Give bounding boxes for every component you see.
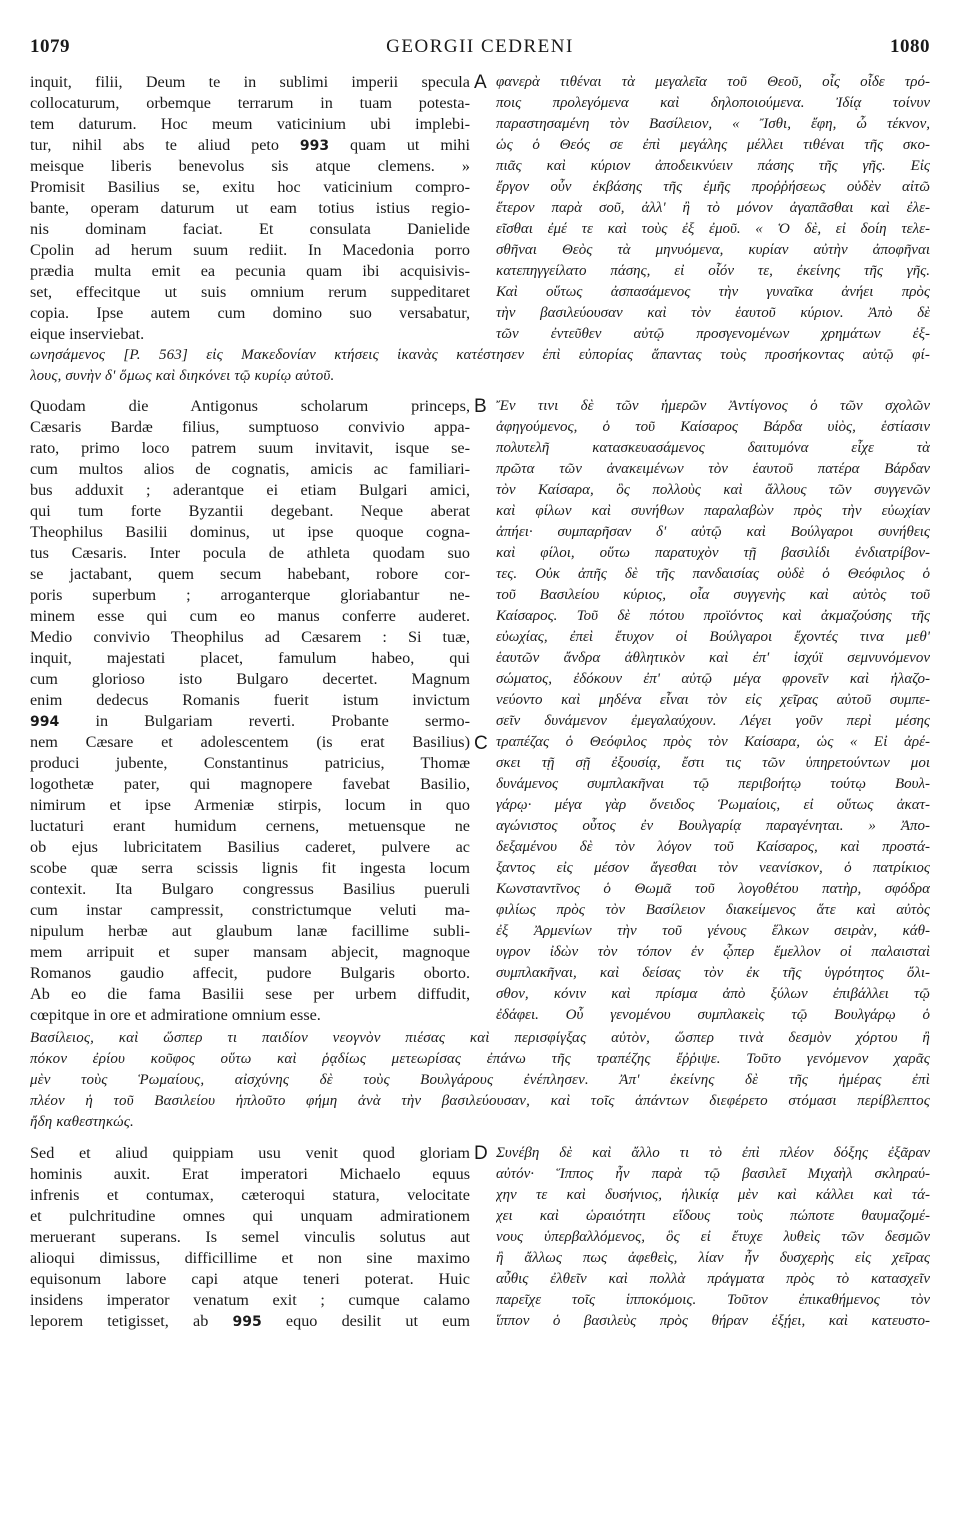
- text-line: σεῖν δυνάμενον ἐμεγαλαύχουν. Λέγει γοῦν περὶ μέσης: [496, 713, 930, 729]
- text-line: πλέον ἡ τοῦ Βασιλείου ἡπλοῦτο φήμη ἀνὰ τὴν βασιλεύουσαν, καὶ τοῖς ἁπάντων διεφέρετο στόμασι περίβλεπτος: [30, 1093, 930, 1109]
- text-line: cum multos alios de cognatis, amicis ac familiari-: [30, 460, 470, 478]
- text-line: πρῶτα τῶν ἀνακειμένων τὸν ἑαυτοῦ πατέρα Βάρδαν: [496, 461, 930, 477]
- text-line: equisonum labore capi atque teneri poterat. Huic: [30, 1270, 470, 1288]
- text-line: ἕτερον παρὰ σοῦ, ἀλλ' ἢ τὸ μόνον ἀγαπᾶσθαι καὶ ἐλε-: [496, 200, 930, 216]
- text-line: λους, συνὴν δ' ὅμως καὶ διηκόνει τῷ κυρίῳ αὐτοῦ.: [30, 368, 335, 384]
- text-line: Promisit Basilius se, exitu hoc vaticinium compro-: [30, 178, 470, 196]
- running-title: GEORGII CEDRENI: [386, 36, 574, 57]
- text-line: hominis auxit. Erat imperatori Michaelo equus: [30, 1165, 470, 1183]
- text-line: Cæsaris Bardæ filius, sumptuoso convivio appa-: [30, 418, 470, 436]
- text-line: ἐδάφει. Οὗ γενομένου συμπλακεὶς τῷ Βουλγάρῳ ὁ: [496, 1007, 930, 1023]
- text-line: παραστησαμένη τὸν Βασίλειον, « Ἴσθι, ἔφη, ὦ τέκνον,: [496, 116, 930, 132]
- text-line: νους ὑπερβαλλόμενος, ὃς εἰ ἔτυχε λυθεὶς τῶν δεσμῶν: [496, 1229, 930, 1245]
- text-line: συμπλακῆναι, καὶ δείσας τὸν ἐκ τῆς ὑγρότητος ὄλι-: [496, 965, 930, 981]
- text-line: Κωνσταντῖνος ὁ Θωμᾶ τοῦ λογοθέτου πατὴρ, σφόδρα: [496, 881, 930, 897]
- text-line: σθῆναι Θεὸς τὰ μηνυόμενα, κυρίαν αὐτὴν ἀποφῆναι: [496, 242, 930, 258]
- text-line: ἢ ἄλλως πως ἀφεθεὶς, λίαν ἦν δυσχερὴς εἰς χεῖρας: [496, 1250, 930, 1266]
- text-line: τοῦ Βασιλείου κύριος, οἷα συγγενὴς καὶ αὐτὸς τοῦ: [496, 587, 930, 603]
- greek-column-section-3: [496, 1143, 930, 1332]
- text-line: αὐτόν· Ἵππος ἦν παρὰ τῷ βασιλεῖ Μιχαὴλ σκληραύ-: [496, 1166, 930, 1182]
- text-line: meisque liberis benevolus sis atque clemens. »: [30, 157, 470, 175]
- latin-column-section-1: [30, 72, 470, 345]
- text-line: τῶν ἐντεῦθεν αὐτῷ προσγενομένων χρημάτων ἐξ-: [496, 326, 930, 342]
- text-line: set, effecitque ut suis omnium rerum suppeditaret: [30, 283, 470, 301]
- text-line: καὶ φίλοι, οὕτω παρατυχὸν τῇ βασιλίδι ἐνδιατρίβον-: [496, 545, 930, 561]
- text-line: κατεπηγγείλατο πάσης, εἰ οἷόν τε, ἐκείνης τῆς γῆς.: [496, 263, 930, 279]
- text-line: se jactabant, quem secum habebant, robore cor-: [30, 565, 470, 583]
- text-line: ob ejus lubricitatem Basilius caderet, pulvere ac: [30, 838, 470, 856]
- text-line: νεύοντο καὶ μηδένα εἶναι τὸν εἰς χεῖρας αὐτοῦ συμπε-: [496, 692, 930, 708]
- text-line: ἀφηγούμενος, ὁ τοῦ Καίσαρος Βάρδα υἱὸς, ἑστίασιν: [496, 419, 930, 435]
- margin-marker-b: B: [474, 396, 487, 417]
- text-line: rato, primo loco patrem suum invitavit, isque se-: [30, 439, 470, 457]
- text-line: τες. Οὐκ ἀπῆς δὲ τῆς πανδαισίας οὐδὲ ὁ Θεόφιλος ὁ: [496, 566, 930, 582]
- text-line: enim dedecus Romanis fuerit istum invictum: [30, 691, 470, 709]
- text-line: inquit, majestati placet, famulum habeo, qui: [30, 649, 470, 667]
- text-line: Romanos gaudio affecit, pudore Bulgaris oborto.: [30, 964, 470, 982]
- text-line: eique inserviebat.: [30, 325, 145, 343]
- text-line: παρεῖχε τοῖς ἱπποκόμοις. Τοῦτον ἐπικαθήμενος τὸν: [496, 1292, 930, 1308]
- greek-column-section-1: [496, 72, 930, 345]
- text-line: ἀπήει· συμπαρῆσαν δ' αὐτῷ καὶ Βούλγαροι συνήθεις: [496, 524, 930, 540]
- text-line: Ab eo die fama Basilii sese per urbem diffudit,: [30, 985, 470, 1003]
- text-line: δυνάμενος συμπλακῆναι τῷ περιβοήτῳ τούτῳ Βουλ-: [496, 776, 930, 792]
- text-line: σώματος, ἐδόκουν ἐπ' αὐτῷ μέγα φρονεῖν καὶ ἠλαζο-: [496, 671, 930, 687]
- text-line: καὶ φίλων καὶ συνήθων παραλαβὼν πρὸς τὴν εὐωχίαν: [496, 503, 930, 519]
- text-line: υγρον ἰδὼν τὸν τόπον ἐν ᾧπερ ἔμελλον οἱ παλαισταὶ: [496, 944, 930, 960]
- text-line: scobe quæ serra scissis lignis fit ingesta locum: [30, 859, 470, 877]
- margin-marker-d: D: [474, 1143, 488, 1164]
- text-line: Sed et aliud quippiam usu venit quod gloriam: [30, 1144, 470, 1162]
- text-line: χην τε καὶ δυσήνιος, ἡλικίᾳ μὲν καὶ κάλλει καὶ τά-: [496, 1187, 930, 1203]
- text-line: infrenis et contumax, cæteroqui statura, velocitate: [30, 1186, 470, 1204]
- text-line: δεξαμένου δὲ τὸν λόγον τοῦ Καίσαρος, καὶ προστά-: [496, 839, 930, 855]
- text-line: contexit. Ita Bulgaro congressus Basilius pueruli: [30, 880, 470, 898]
- text-line: cum glorioso isto Bulgaro decertet. Magnum: [30, 670, 470, 688]
- text-line: εῖσθαι ἐμέ τε καὶ τοὺς ἐξ ἐμοῦ. « Ὁ δὲ, εἰ δοίη τελε-: [496, 221, 930, 237]
- text-line: nipulum herbæ aut glaubum lanæ facillime subli-: [30, 922, 470, 940]
- text-line: logothetæ pater, qui magnopere favebat Basilio,: [30, 775, 470, 793]
- text-line: Cpolin ad herum suum rediit. In Macedonia porro: [30, 241, 470, 259]
- text-line: bus adduxit ; aderantque ei etiam Bulgari amici,: [30, 481, 470, 499]
- text-line: insidens imperator venatum exit ; cumque calamo: [30, 1291, 470, 1309]
- text-line: τὴν βασιλεύουσαν καὶ τὸν ἑαυτοῦ κύριον. Ἀπὸ δὲ: [496, 305, 930, 321]
- page-number-left: 1079: [30, 36, 70, 57]
- text-line: tem daturum. Hoc meum vaticinium ubi implebi-: [30, 115, 470, 133]
- margin-marker-a: A: [474, 72, 487, 93]
- page-number-right: 1080: [890, 36, 930, 57]
- text-line: tus Cæsaris. Inter pocula de athleta quodam suo: [30, 544, 470, 562]
- text-line: Theophilus Basilii dominus, ut ipse quoque cogna-: [30, 523, 470, 541]
- text-line: σθον, κόνιν καὶ πρίσμα ἀπὸ ξύλων ἐπιβάλλει τῷ: [496, 986, 930, 1002]
- greek-column-section-2: [496, 396, 930, 1026]
- text-line: τὸν Καίσαρα, ὃς πολλοὺς καὶ ἄλλους τῶν συγγενῶν: [496, 482, 930, 498]
- text-line: εὐωχίας, ἐπεὶ ἔτυχον οἱ Βούλγαροι ἔχοντές τινα μεθ': [496, 629, 930, 645]
- text-line: nimirum et ipse Armeniæ stirpis, locum in quo: [30, 796, 470, 814]
- text-line: αγώνιστος οὗτος ἐν Βουλγαρίᾳ παραγένηται. » Ἀπο-: [496, 818, 930, 834]
- text-line: γάρῳ· μέγα γὰρ ὄνειδος Ῥωμαίοις, εἰ οὕτως ἀκατ-: [496, 797, 930, 813]
- text-line: prædia multa emit ea pecunia quam ibi acquisivis-: [30, 262, 470, 280]
- text-line: Καὶ οὕτως ἀσπασάμενος τὴν γυναῖκα ἀνήει πρὸς: [496, 284, 930, 300]
- text-line: meruerant superans. Is semel vinculis solutus aut: [30, 1228, 470, 1246]
- text-line: Medio convivio Theophilus ad Cæsarem : Si tuæ,: [30, 628, 470, 646]
- text-line: bante, operam daturum ut eam totius istius regio-: [30, 199, 470, 217]
- text-line: σκει τῇ σῇ ἐξουσίᾳ, ἔστι τις τῶν ὑπηρετούντων μοι: [496, 755, 930, 771]
- text-line: πιᾶς καὶ κύριον ἀποδεικνύειν πάσης τῆς γῆς. Εἰς: [496, 158, 930, 174]
- text-line: μὲν τοὺς Ῥωμαίους, αἰσχύνης δὲ τοὺς Βουλγάρους ἐνέπλησεν. Ἀπ' ἐκείνης δὲ τῆς ἡμέρας ἐπὶ: [30, 1072, 930, 1088]
- text-line: αὖθις ἐλθεῖν καὶ πολλὰ πράγματα πρὸς τὸ κατασχεῖν: [496, 1271, 930, 1287]
- text-line: Συνέβη δὲ καὶ ἄλλο τι τὸ ἐπὶ πλέον δόξης ἐξᾶραν: [496, 1145, 930, 1161]
- text-line: Καίσαρος. Τοῦ δὲ πότου προϊόντος καὶ ἀκμαζούσης τῆς: [496, 608, 930, 624]
- text-line: tur, nihil abs te aliud peto 993 quam ut mihi: [30, 136, 470, 154]
- text-line: nem Cæsare et adolescentem (is erat Basilius): [30, 733, 470, 751]
- text-line: inquit, filii, Deum te in sublimi imperii specula: [30, 73, 470, 91]
- text-line: 994 in Bulgariam reverti. Probante sermo-: [30, 712, 470, 730]
- text-line: Quodam die Antigonus scholarum princeps,: [30, 397, 470, 415]
- text-line: ποις προλεγόμενα καὶ δηλοποιούμενα. Ἰδίᾳ τοίνυν: [496, 95, 930, 111]
- text-line: nis dominam faciat. Et consulata Danielide: [30, 220, 470, 238]
- text-line: copia. Ipse autem cum domino suo versabatur,: [30, 304, 470, 322]
- latin-column-section-2: [30, 396, 470, 1026]
- text-line: mem arripuit et super mansam abjecit, magnoque: [30, 943, 470, 961]
- text-line: luctaturi erant humidum cernens, metuensque ne: [30, 817, 470, 835]
- text-line: ἵππον ὁ βασιλεὺς πρὸς θήραν ἐξῄει, καὶ κατευστο-: [496, 1313, 930, 1329]
- text-line: ξαντος εἰς μέσον ἄγεσθαι τὸν νεανίσκον, ὁ πατρίκιος: [496, 860, 930, 876]
- text-line: cum instar campressit, constrictumque veluti ma-: [30, 901, 470, 919]
- text-line: et pulchritudine omnes qui unquam admirationem: [30, 1207, 470, 1225]
- latin-column-section-3: [30, 1143, 470, 1332]
- text-line: collocaturum, orbemque terrarum in tuam potesta-: [30, 94, 470, 112]
- text-line: minem esse qui cum eo manus conferre auderet.: [30, 607, 470, 625]
- text-line: produci jubente, Constantinus patricius, Thomæ: [30, 754, 470, 772]
- text-line: ωνησάμενος [P. 563] εἰς Μακεδονίαν κτήσεις ἱκανὰς κατέστησεν ἐπὶ εὐπορίας ἅπαντας τοὺς προσήκοντας αὐτῷ φί-: [30, 347, 930, 363]
- text-line: ἤδη καθεστηκώς.: [30, 1114, 134, 1130]
- margin-marker-c: C: [474, 733, 488, 754]
- text-line: τραπέζας ὁ Θεόφιλος πρὸς τὸν Καίσαρα, ὡς « Εἰ ἀρέ-: [496, 734, 930, 750]
- text-line: ὡς ὁ Θεός σε ἐπὶ μεγάλης μέλλει τιθέναι τῆς σκο-: [496, 137, 930, 153]
- text-line: χει καὶ ὡραιότητι εἴδους τοὺς πώποτε θαυμαζομέ-: [496, 1208, 930, 1224]
- text-line: φανερὰ τιθέναι τὰ μεγαλεῖα τοῦ Θεοῦ, οἷς οἶδε τρό-: [496, 74, 930, 90]
- greek-full-width-section-2: [30, 1028, 930, 1133]
- text-line: poris superbum ; arroganterque gloriabantur ne-: [30, 586, 470, 604]
- text-line: alioqui dimissus, difficillime et non sine maximo: [30, 1249, 470, 1267]
- text-line: πολυτελῆ κατασκευασάμενος δαιτυμόνα εἶχε τὰ: [496, 440, 930, 456]
- text-line: Βασίλειος, καὶ ὥσπερ τι παιδίον νεογνὸν πιέσας καὶ περισφίγξας αὐτὸν, ὥσπερ τινὰ δεσμὸν χόρτου ἢ: [30, 1030, 930, 1046]
- page-header: [30, 36, 930, 62]
- text-line: ἑαυτῶν ἄνδρα ἀθλητικὸν καὶ ἐπ' ἰσχύϊ σεμνυνόμενον: [496, 650, 930, 666]
- text-line: qui tum forte Byzantii degebant. Neque aberat: [30, 502, 470, 520]
- text-line: ἔργον οὖν ἐκβάσης τῆς ἐμῆς προῤῥήσεως οὐδὲν αἰτῶ: [496, 179, 930, 195]
- text-line: φιλίως πρὸς τὸν Βασίλειον διακείμενος ἅτε καὶ αὐτὸς: [496, 902, 930, 918]
- text-line: leporem tetigisset, ab 995 equo desilit ut eum: [30, 1312, 470, 1330]
- text-line: Ἔν τινι δὲ τῶν ἡμερῶν Ἀντίγονος ὁ τῶν σχολῶν: [496, 398, 930, 414]
- greek-full-width-section-1: [30, 345, 930, 387]
- text-line: πόκον ἐρίου κοῦφος οὕτω καὶ ῥᾳδίως μετεωρίσας ἐπάνω τῆς τραπέζης ἔῤῥιψε. Τοῦτο γενόμενον χαρᾶς: [30, 1051, 930, 1067]
- text-line: cœpitque in ore et admiratione omnium esse.: [30, 1006, 321, 1024]
- text-line: ἐξ Ἀρμενίων τὴν τοῦ γένους ἕλκων σειρὰν, κάθ-: [496, 923, 930, 939]
